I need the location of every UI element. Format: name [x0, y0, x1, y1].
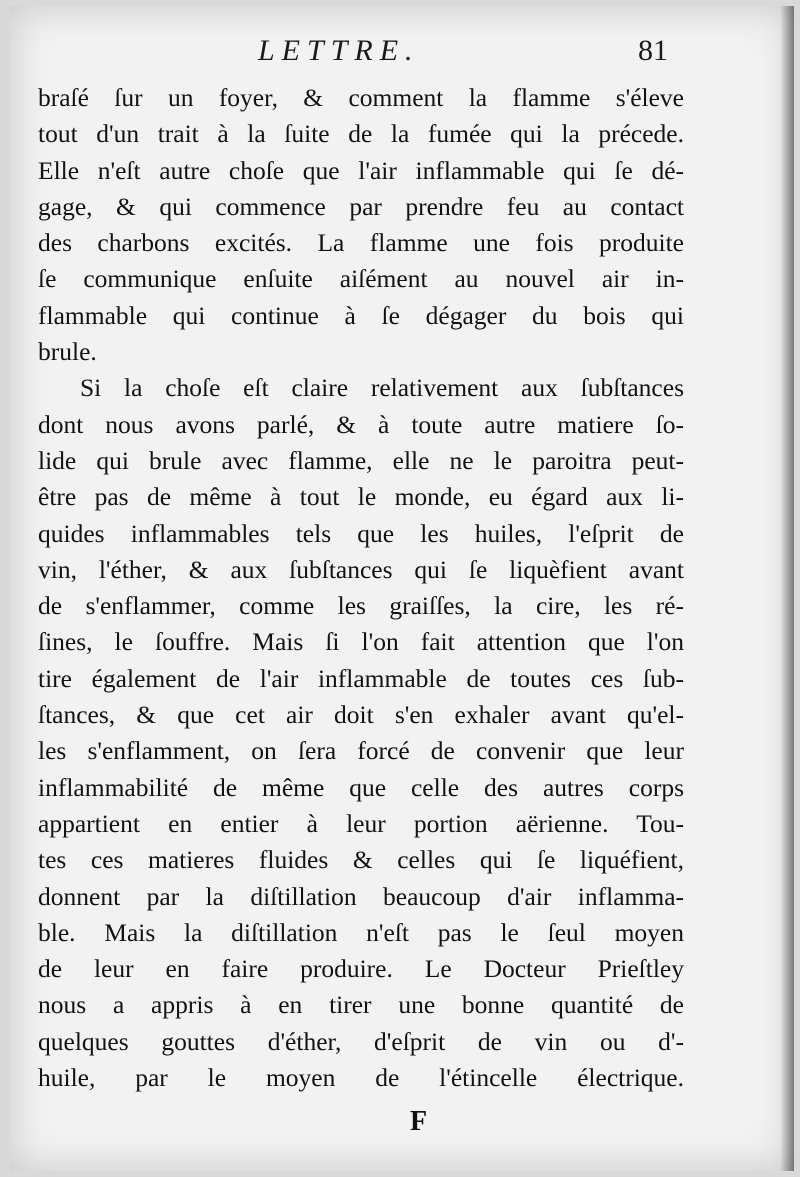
page-number: 81	[638, 34, 668, 67]
text-line: tire également de l'air inflammable de toutes ces ſub-	[38, 663, 684, 693]
running-title: LETTRE.	[258, 34, 420, 67]
text-line: tes ces matieres fluides & celles qui ſe liquéfient,	[38, 845, 684, 875]
text-line: lide qui brule avec flamme, elle ne le paroitra peut-	[38, 445, 684, 475]
text-line: des charbons excités. La flamme une fois produite	[38, 228, 684, 258]
text-line: dont nous avons parlé, & à toute autre matiere ſo-	[38, 409, 684, 439]
text-line: de leur en faire produire. Le Docteur Prieſtley	[38, 954, 684, 984]
book-page	[10, 6, 794, 1171]
text-line: être pas de même à tout le monde, eu égard aux li-	[38, 482, 684, 512]
text-line: gage, & qui commence par prendre feu au contact	[38, 191, 684, 221]
text-line: appartient en entier à leur portion aërienne. Tou-	[38, 808, 684, 838]
text-line: nous a appris à en tirer une bonne quantité de	[38, 990, 684, 1020]
text-line: les s'enflamment, on ſera forcé de convenir que leur	[38, 736, 684, 766]
text-line: quelques gouttes d'éther, d'eſprit de vin ou d'-	[38, 1026, 684, 1056]
text-line: ſines, le ſouffre. Mais ſi l'on fait attention que l'on	[38, 627, 684, 657]
text-line: quides inflammables tels que les huiles, l'eſprit de	[38, 518, 684, 548]
text-line: brule.	[38, 337, 97, 367]
text-line: donnent par la diſtillation beaucoup d'air inflamma-	[38, 881, 684, 911]
text-line: vin, l'éther, & aux ſubſtances qui ſe liquèfient avant	[38, 554, 684, 584]
text-line: braſé ſur un foyer, & comment la flamme s'éleve	[38, 83, 684, 112]
text-line: ſtances, & que cet air doit s'en exhaler avant qu'el-	[38, 700, 684, 730]
text-line: flammable qui continue à ſe dégager du bois qui	[38, 300, 684, 330]
text-line: Elle n'eſt autre choſe que l'air inflammable qui ſe dé-	[38, 155, 684, 185]
text-line: huile, par le moyen de l'étincelle électrique.	[38, 1063, 684, 1093]
text-line: tout d'un trait à la ſuite de la fumée qui la précede.	[38, 119, 684, 149]
text-line: de s'enflammer, comme les graiſſes, la cire, les ré-	[38, 591, 684, 621]
text-line: ble. Mais la diſtillation n'eſt pas le ſeul moyen	[38, 917, 684, 947]
text-line: ſe communique enſuite aiſément au nouvel air in-	[38, 264, 684, 294]
text-line: inflammabilité de même que celle des autres corps	[38, 772, 684, 802]
body-text	[38, 80, 684, 1096]
page-header	[10, 28, 794, 68]
text-line: Si la choſe eſt claire relativement aux ſubſtances	[80, 373, 684, 403]
signature-mark: F	[410, 1106, 428, 1137]
